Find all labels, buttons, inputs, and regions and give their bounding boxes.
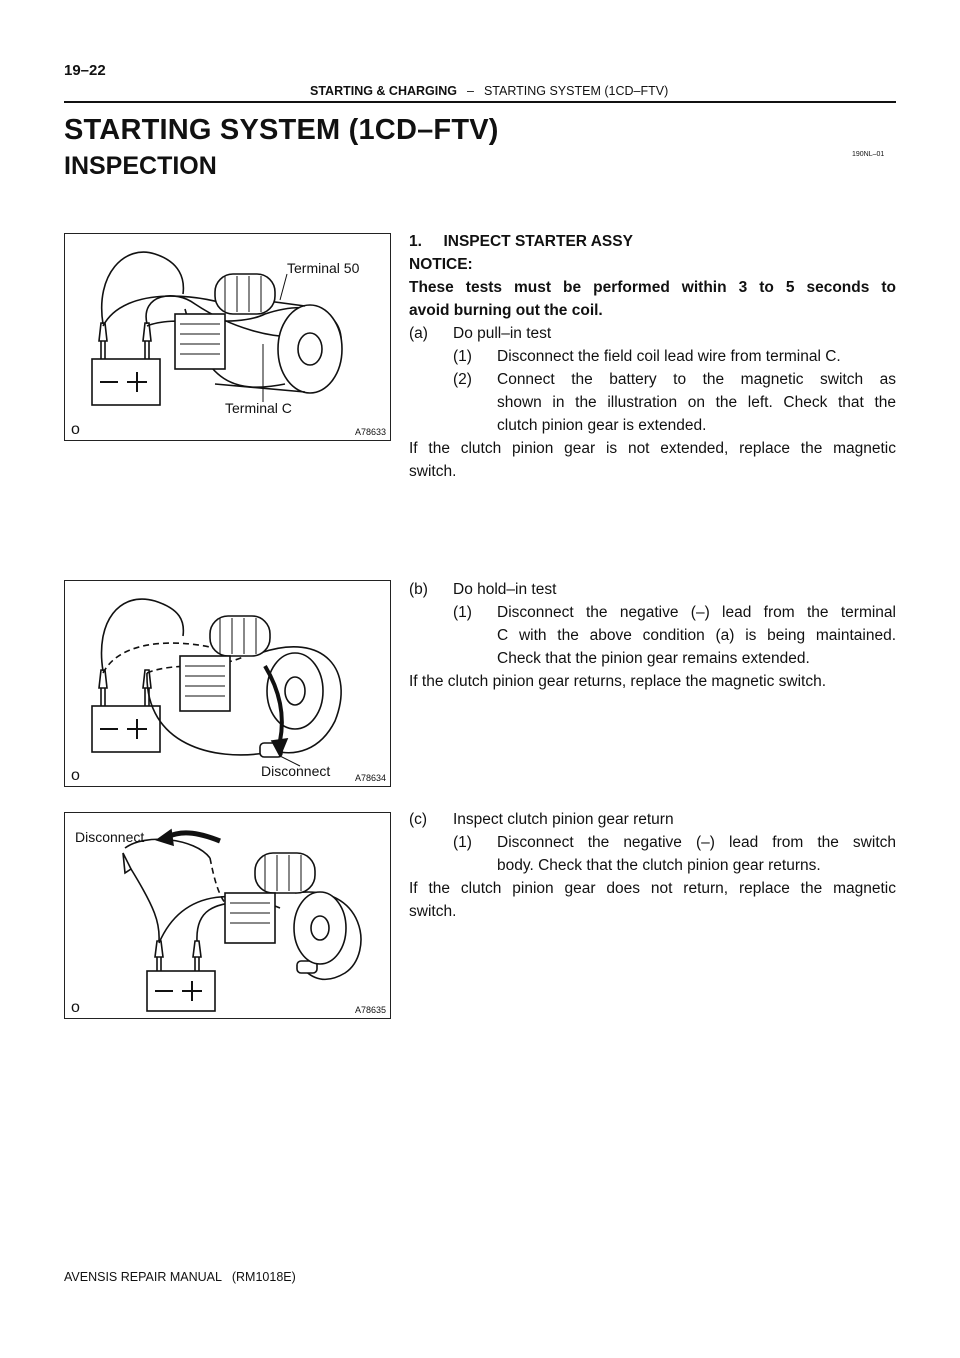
notice-label: NOTICE: <box>409 256 473 273</box>
step-1-block: 1. INSPECT STARTER ASSY NOTICE: These tests must be performed within 3 to 5 seconds to avoid burning out the coil. (a) Do pull–in test (1) Disconnect the field coil lead wire from terminal C. (2) Connect the battery to the magnetic switch as shown in the illustration on the left. Check that the clutch pinion gear is extended. If the clutch pinion gear is not extended, replace the magnetic switch. <box>409 230 896 483</box>
figure-id: A78635 <box>354 1005 386 1015</box>
substep-label: (b) <box>409 581 428 598</box>
page-title: STARTING SYSTEM (1CD–FTV) <box>64 114 499 146</box>
header-separator: – <box>467 84 474 98</box>
page-number: 19–22 <box>64 62 106 79</box>
notice-text: These tests must be performed within 3 to 5 seconds to <box>409 279 896 296</box>
page-subtitle: INSPECTION <box>64 152 217 180</box>
page-footer: AVENSIS REPAIR MANUAL (RM1018E) <box>64 1270 296 1284</box>
substep-b-block: (b) Do hold–in test (1) Disconnect the negative (–) lead from the terminal C with the above condition (a) is being maintained. Check that the pinion gear remains extended. If the clutch pinion gear returns, replace the magnetic switch. <box>409 578 896 693</box>
starter-wiring-illustration <box>65 581 390 786</box>
note-text: switch. <box>409 463 457 480</box>
label-disconnect: Disconnect <box>261 763 331 779</box>
note-text: If the clutch pinion gear is not extended, replace the magnetic <box>409 440 896 457</box>
substep-title: Inspect clutch pinion gear return <box>453 811 674 828</box>
figure-mark: o <box>71 421 80 438</box>
figure-mark: o <box>71 767 80 784</box>
substep-title: Do hold–in test <box>453 581 557 598</box>
note-text: switch. <box>409 903 457 920</box>
document-code: 190NL–01 <box>852 151 885 158</box>
figure-pinion-return <box>64 812 391 1019</box>
header-section: STARTING & CHARGING <box>310 84 457 98</box>
substep-label: (c) <box>409 811 428 828</box>
note-text: If the clutch pinion gear returns, replace the magnetic switch. <box>409 673 826 690</box>
substep-c-1: (1) Disconnect the negative (–) lead from the switch <box>453 834 896 851</box>
substep-a-1: (1) Disconnect the field coil lead wire from terminal C. <box>453 348 841 365</box>
figure-hold-in-test <box>64 580 391 787</box>
substep-label: (a) <box>409 325 428 342</box>
figure-id: A78634 <box>354 773 386 783</box>
figure-pull-in-test <box>64 233 391 441</box>
substep-a-title <box>409 322 896 345</box>
header-subsection: STARTING SYSTEM (1CD–FTV) <box>483 84 669 98</box>
label-terminal-50: Terminal 50 <box>287 260 360 276</box>
running-header <box>310 84 668 98</box>
substep-title: Do pull–in test <box>453 325 552 342</box>
substep-b-1: (1) Disconnect the negative (–) lead from the terminal <box>453 604 896 621</box>
substep-c-block: (c) Inspect clutch pinion gear return (1) Disconnect the negative (–) lead from the switch body. Check that the clutch pinion gear returns. If the clutch pinion gear does not return, replace the magnetic switch. <box>409 808 896 923</box>
notice-text: avoid burning out the coil. <box>409 302 603 319</box>
figure-id: A78633 <box>354 427 386 437</box>
header-rule <box>64 101 896 103</box>
note-text: If the clutch pinion gear does not return, replace the magnetic <box>409 880 896 897</box>
substep-a-2: (2) Connect the battery to the magnetic switch as <box>453 371 896 388</box>
step-heading: 1. INSPECT STARTER ASSY <box>409 233 633 250</box>
figure-mark: o <box>71 999 80 1016</box>
label-terminal-c: Terminal C <box>225 400 292 416</box>
label-disconnect: Disconnect <box>75 829 145 845</box>
